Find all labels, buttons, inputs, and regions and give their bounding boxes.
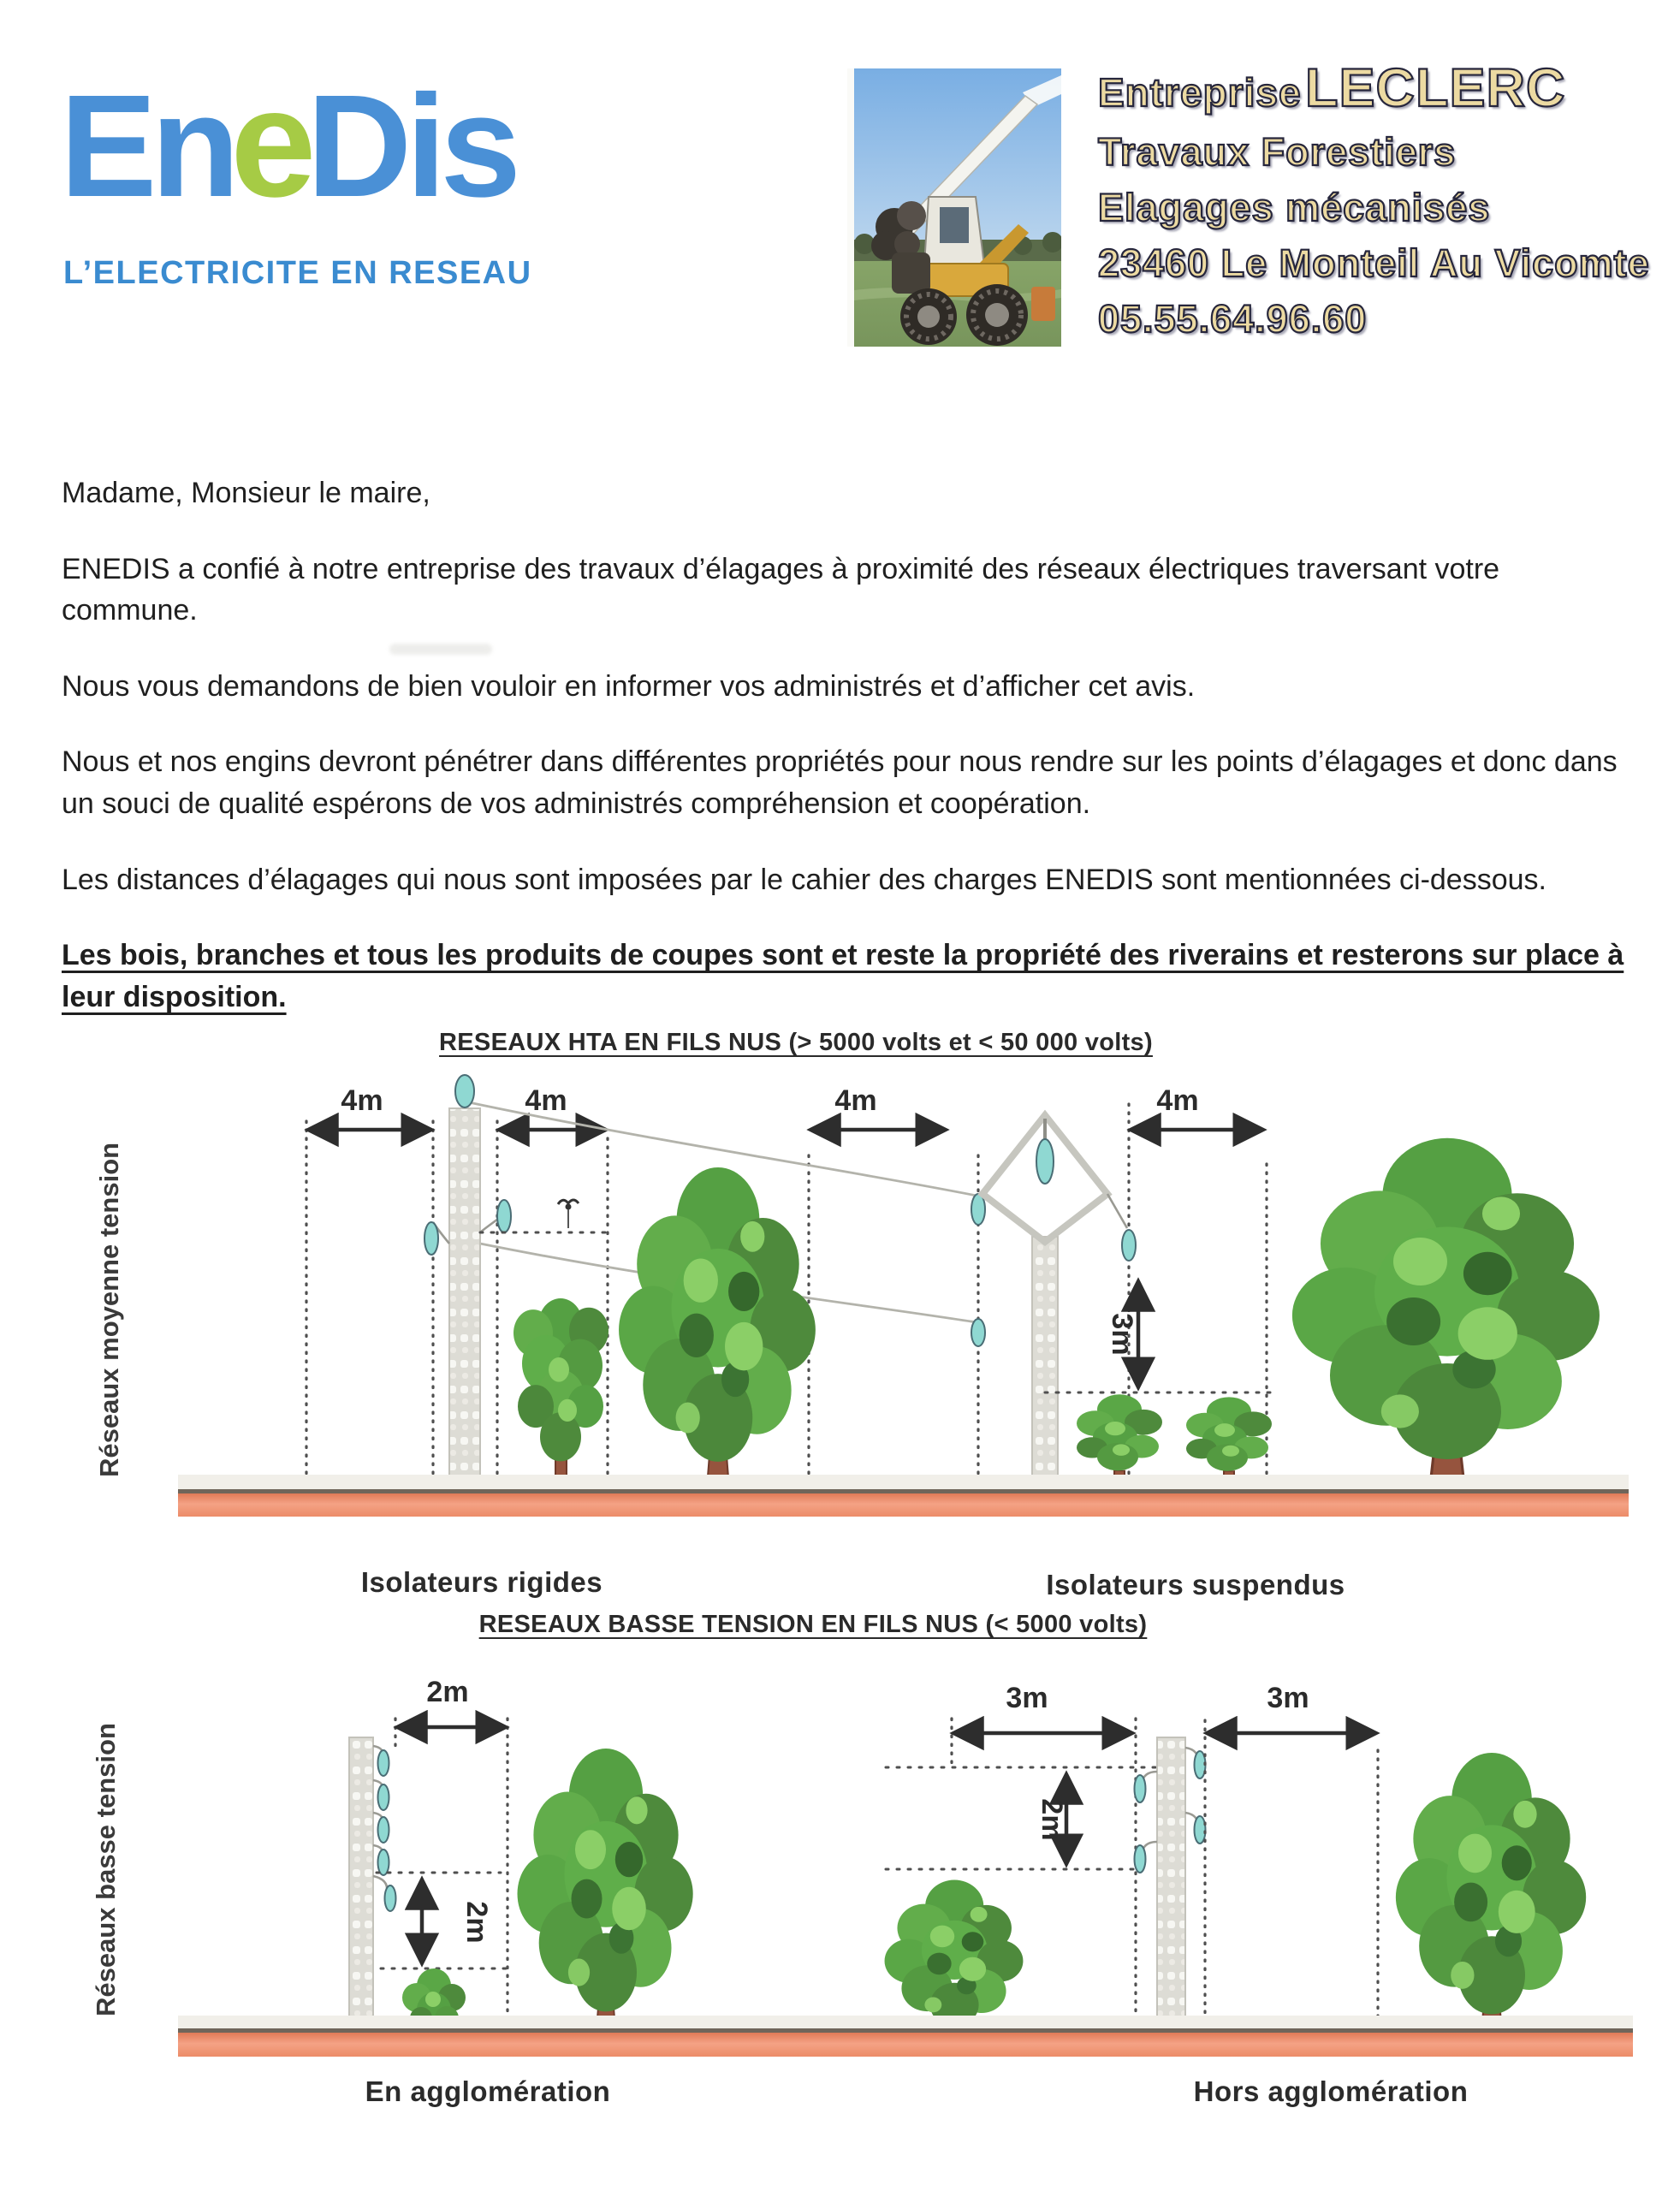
insulator (378, 1850, 389, 1875)
hta-small-tree (513, 1298, 608, 1490)
bt-dim-label-3m-left: 3m (1006, 1682, 1048, 1714)
letter-paragraph-4: Les distances d’élagages qui nous sont imposées par le cahier des charges ENEDIS sont mentionnées ci-dessous. (62, 863, 1546, 896)
logo-part-en: En (60, 65, 234, 228)
company-entreprise: Entreprise (1098, 70, 1302, 115)
hta-title: RESEAUX HTA EN FILS NUS (> 5000 volts et < 50 000 volts) (439, 1029, 1153, 1056)
bt-dim-label-left: 2m (426, 1676, 469, 1708)
bt-big-tree-left (518, 1749, 693, 2036)
company-address: 23460 Le Monteil Au Vicomte (1098, 241, 1650, 285)
bt-dim-label-3m-right: 3m (1267, 1682, 1309, 1714)
bt-title: RESEAUX BASSE TENSION EN FILS NUS (< 5000 volts) (478, 1611, 1148, 1638)
hta-vdim-label: 3m (1106, 1313, 1138, 1356)
bt-caption-left: En agglomération (365, 2075, 611, 2107)
company-name: LECLERC (1304, 58, 1566, 118)
enedis-tagline: L’ELECTRICITE EN RESEAU (63, 255, 532, 291)
letter-body (62, 472, 1633, 1052)
hta-dim-label-4: 4m (1156, 1084, 1199, 1117)
hta-big-tree-right (1292, 1138, 1600, 1489)
photo-engine (892, 252, 930, 294)
insulator (1122, 1230, 1136, 1261)
bt-vdim-label-left: 2m (460, 1901, 493, 1944)
hta-side-label: Réseaux moyenne tension (94, 1142, 124, 1477)
bt-side-label: Réseaux basse tension (91, 1723, 121, 2017)
bt-pole-left (349, 1737, 396, 2035)
ground-shadow (178, 1475, 1629, 1489)
insulator (1195, 1816, 1206, 1844)
ground-bar (178, 1493, 1629, 1517)
photo-cab-window (940, 207, 969, 243)
photo-wheel-left (900, 288, 957, 345)
insulator (378, 1784, 389, 1810)
bt-pole-right (1135, 1737, 1206, 2035)
company-activity-2: Elagages mécanisés (1098, 186, 1491, 229)
bt-diagram (171, 1660, 1660, 2140)
hta-pole-rigid (424, 1075, 511, 1489)
enedis-logo (60, 57, 515, 229)
logo-part-e-green: e (230, 57, 311, 229)
bt-caption-right: Hors agglomération (1193, 2075, 1469, 2107)
hta-dim-label-1: 4m (341, 1084, 383, 1117)
enedis-logo-text (60, 57, 515, 229)
letter-salutation: Madame, Monsieur le maire, (62, 477, 430, 509)
hta-caption-left: Isolateurs rigides (360, 1566, 603, 1598)
insulator (378, 1750, 389, 1776)
leclerc-photo (847, 68, 1061, 347)
insulator (1135, 1845, 1146, 1873)
company-phone: 05.55.64.96.60 (1098, 297, 1368, 341)
insulator (378, 1817, 389, 1843)
hta-dim-label-3: 4m (834, 1084, 877, 1117)
logo-part-dis: Dis (306, 65, 515, 228)
bt-vdim-label-right: 2m (1036, 1798, 1068, 1841)
insulator (497, 1200, 511, 1232)
insulator (385, 1885, 396, 1911)
ground-line (178, 1489, 1629, 1493)
bird-icon (558, 1200, 579, 1228)
hta-caption-right: Isolateurs suspendus (1046, 1569, 1345, 1600)
hta-diagram (171, 1074, 1660, 1622)
insulator (424, 1222, 438, 1255)
insulator (455, 1075, 474, 1107)
letter-paragraph-2: Nous vous demandons de bien vouloir en informer vos administrés et d’afficher cet avis. (62, 669, 1196, 703)
ground-bar (178, 2033, 1633, 2057)
scan-smudge (389, 644, 492, 655)
ground-shadow (178, 2016, 1633, 2028)
insulator (971, 1319, 985, 1346)
company-block (1098, 58, 1650, 355)
photo-orange-part (1031, 287, 1055, 321)
hta-big-tree-left (619, 1167, 816, 1489)
ground-line (178, 2028, 1633, 2033)
insulator (1135, 1775, 1146, 1802)
letter-paragraph-1: ENEDIS a confié à notre entreprise des travaux d’élagages à proximité des réseaux électriques traversant votre commune. (62, 552, 1500, 627)
letter-paragraph-3: Nous et nos engins devront pénétrer dans différentes propriétés pour nous rendre sur les points d’élagages et donc dans un souci de qualité espérons de vos administrés compréhension et coopération. (62, 745, 1618, 821)
insulator (1036, 1139, 1054, 1184)
bt-big-tree-right (1396, 1753, 1586, 2039)
company-activity-1: Travaux Forestiers (1098, 130, 1457, 174)
photo-wheel-right (966, 284, 1028, 346)
hta-dim-label-2: 4m (525, 1084, 567, 1117)
letter-paragraph-important: Les bois, branches et tous les produits de coupes sont et reste la propriété des riverains et resterons sur place à leur disposition. (62, 939, 1624, 1013)
